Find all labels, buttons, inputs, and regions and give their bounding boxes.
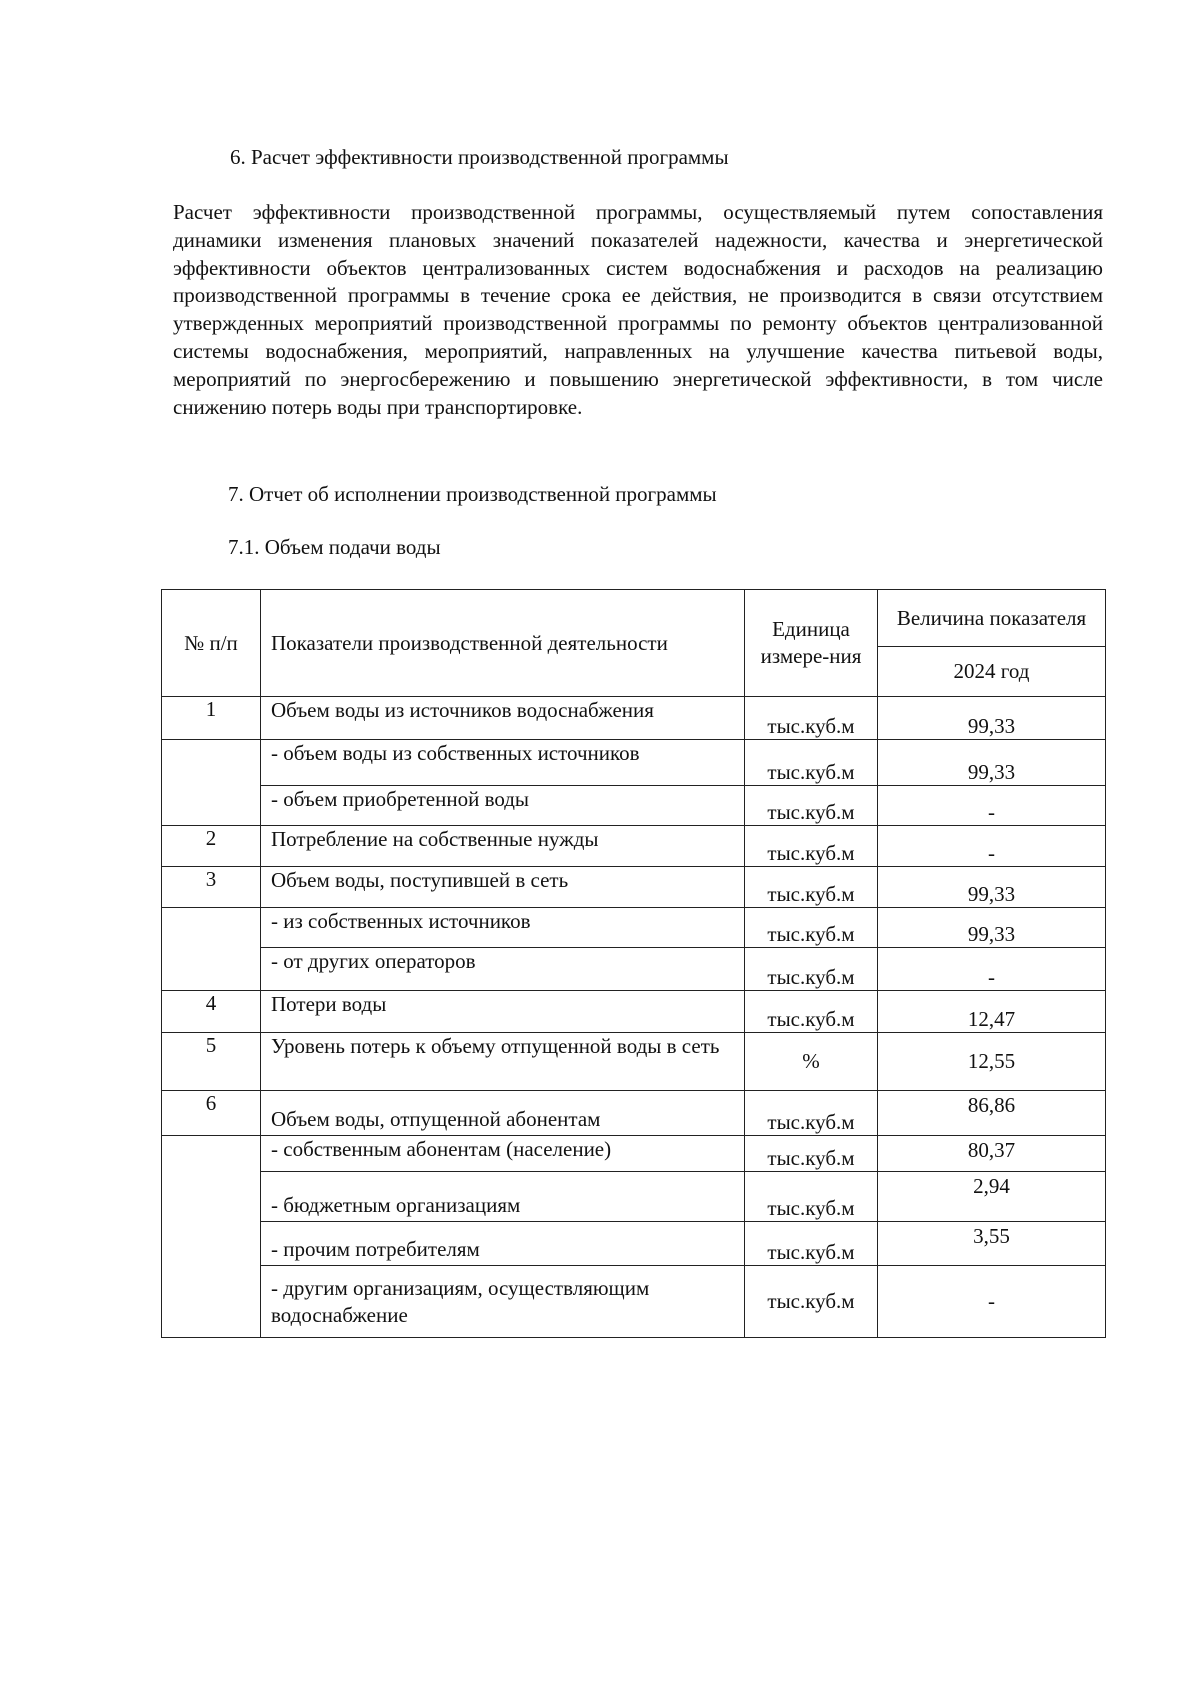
- header-value-group: Величина показателя: [878, 590, 1106, 647]
- row-indicator: - из собственных источников: [261, 908, 745, 948]
- row-indicator: Уровень потерь к объему отпущенной воды в сеть: [261, 1033, 745, 1091]
- row-value: -: [878, 786, 1106, 826]
- table-row: [162, 1033, 1106, 1091]
- row-indicator: - объем воды из собственных источников: [261, 740, 745, 786]
- section-6-title: 6. Расчет эффективности производственной программы: [230, 145, 729, 169]
- row-value: 12,47: [878, 991, 1106, 1033]
- table-row: [162, 1222, 1106, 1266]
- table-row: [162, 697, 1106, 740]
- table-row: [162, 867, 1106, 908]
- header-year: 2024 год: [878, 647, 1106, 697]
- header-num: № п/п: [162, 590, 261, 697]
- header-indicator: Показатели производственной деятельности: [261, 590, 745, 697]
- water-supply-table: [161, 589, 1106, 1338]
- row-value: 99,33: [878, 867, 1106, 908]
- row-value: -: [878, 1266, 1106, 1338]
- row-value: 80,37: [878, 1136, 1106, 1172]
- row-value: 86,86: [878, 1091, 1106, 1136]
- row-indicator: - объем приобретенной воды: [261, 786, 745, 826]
- row-num: 4: [162, 991, 261, 1033]
- row-num-merged: [162, 908, 261, 991]
- table-row: [162, 826, 1106, 867]
- row-unit: тыс.куб.м: [745, 1222, 878, 1266]
- table-row: [162, 1136, 1106, 1172]
- row-unit: тыс.куб.м: [745, 740, 878, 786]
- row-indicator: - от других операторов: [261, 948, 745, 991]
- row-value: 99,33: [878, 908, 1106, 948]
- row-indicator: - собственным абонентам (население): [261, 1136, 745, 1172]
- header-unit: Единица измере-ния: [745, 590, 878, 697]
- row-value: 12,55: [878, 1033, 1106, 1091]
- row-unit: тыс.куб.м: [745, 697, 878, 740]
- row-indicator: Объем воды, поступившей в сеть: [261, 867, 745, 908]
- row-indicator: - бюджетным организациям: [261, 1172, 745, 1222]
- section-7-1-subtitle: 7.1. Объем подачи воды: [228, 535, 441, 559]
- row-value: 3,55: [878, 1222, 1106, 1266]
- section-7-title: 7. Отчет об исполнении производственной программы: [228, 482, 717, 506]
- row-num: 5: [162, 1033, 261, 1091]
- row-indicator: Объем воды из источников водоснабжения: [261, 697, 745, 740]
- row-unit: %: [745, 1033, 878, 1091]
- row-unit: тыс.куб.м: [745, 1091, 878, 1136]
- row-unit: тыс.куб.м: [745, 1266, 878, 1338]
- row-value: 99,33: [878, 740, 1106, 786]
- table-header-row: [162, 590, 1106, 647]
- table-row: [162, 1266, 1106, 1338]
- row-unit: тыс.куб.м: [745, 1136, 878, 1172]
- table-row: [162, 740, 1106, 786]
- row-num: 6: [162, 1091, 261, 1136]
- row-indicator: Потребление на собственные нужды: [261, 826, 745, 867]
- table-row: [162, 786, 1106, 826]
- row-unit: тыс.куб.м: [745, 1172, 878, 1222]
- row-num-merged: [162, 1136, 261, 1338]
- table-row: [162, 1172, 1106, 1222]
- table-row: [162, 948, 1106, 991]
- row-num-merged: [162, 740, 261, 826]
- row-num: 3: [162, 867, 261, 908]
- row-indicator: Объем воды, отпущенной абонентам: [261, 1091, 745, 1136]
- row-unit: тыс.куб.м: [745, 786, 878, 826]
- table-row: [162, 1091, 1106, 1136]
- row-unit: тыс.куб.м: [745, 826, 878, 867]
- row-indicator: - другим организациям, осуществляющим водоснабжение: [261, 1266, 745, 1338]
- row-indicator: - прочим потребителям: [261, 1222, 745, 1266]
- row-unit: тыс.куб.м: [745, 991, 878, 1033]
- section-6-paragraph: Расчет эффективности производственной программы, осуществляемый путем сопоставления динамики изменения плановых значений показателей надежности, качества и энергетической эффективности объектов централизованных систем водоснабжения и расходов на реализацию производственной программы в течение срока ее действия, не производится в связи отсутствием утвержденных мероприятий производственной программы по ремонту объектов централизованной системы водоснабжения, мероприятий, направленных на улучшение качества питьевой воды, мероприятий по энергосбережению и повышению энергетической эффективности, в том числе снижению потерь воды при транспортировке.: [173, 200, 1103, 419]
- row-unit: тыс.куб.м: [745, 867, 878, 908]
- row-value: -: [878, 948, 1106, 991]
- table-row: [162, 991, 1106, 1033]
- row-value: 2,94: [878, 1172, 1106, 1222]
- row-indicator: Потери воды: [261, 991, 745, 1033]
- row-unit: тыс.куб.м: [745, 908, 878, 948]
- table-row: [162, 908, 1106, 948]
- row-value: -: [878, 826, 1106, 867]
- row-num: 1: [162, 697, 261, 740]
- row-num: 2: [162, 826, 261, 867]
- row-unit: тыс.куб.м: [745, 948, 878, 991]
- row-value: 99,33: [878, 697, 1106, 740]
